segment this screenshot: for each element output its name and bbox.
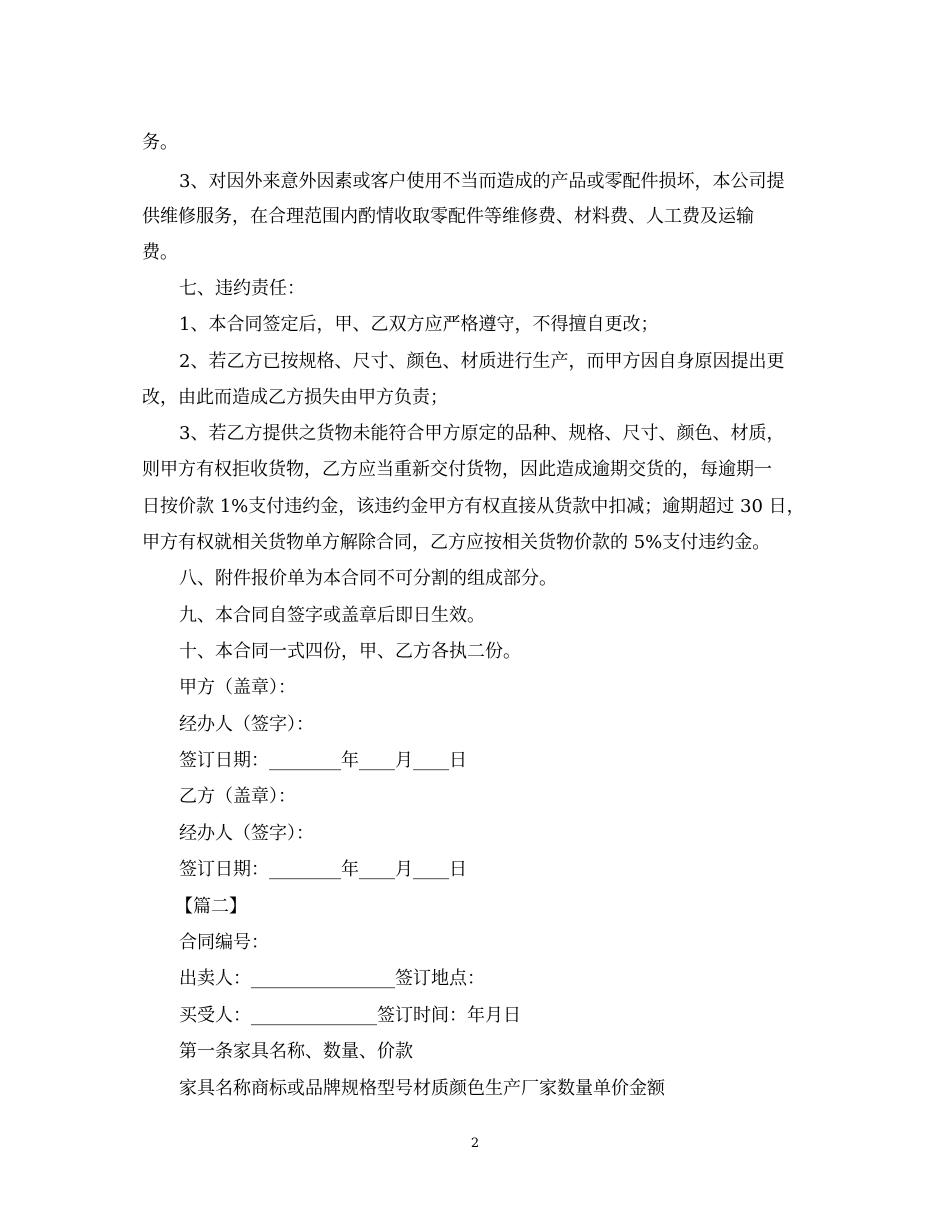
party-b-seal-label: 乙方（盖章）： (179, 786, 296, 807)
article-one-heading: 第一条家具名称、数量、价款 (179, 1041, 413, 1062)
text-line: 3、若乙方提供之货物未能符合甲方原定的品种、规格、尺寸、颜色、材质， (179, 423, 785, 444)
text-line: 供维修服务，在合理范围内酌情收取零配件等维修费、材料费、人工费及运输 (142, 206, 754, 227)
party-b-sign-date: 签订日期：________年____月____日 (179, 859, 467, 880)
page-number: 2 (470, 1136, 480, 1151)
party-a-sign-date: 签订日期：________年____月____日 (179, 750, 467, 771)
section-heading-breach-liability: 七、违约责任： (179, 278, 305, 299)
clause-effective: 九、本合同自签字或盖章后即日生效。 (179, 605, 485, 626)
text-line: 务。 (142, 132, 178, 153)
text-line: 费。 (142, 242, 178, 263)
buyer-line: 买受人：______________签订时间：年月日 (179, 1005, 521, 1026)
section-heading-part-two: 【篇二】 (175, 896, 247, 917)
text-line: 3、对因外来意外因素或客户使用不当而造成的产品或零配件损坏，本公司提 (179, 171, 785, 192)
seller-line: 出卖人：________________签订地点： (179, 968, 485, 989)
furniture-table-header: 家具名称商标或品牌规格型号材质颜色生产厂家数量单价金额 (179, 1078, 665, 1099)
text-line: 则甲方有权拒收货物，乙方应当重新交付货物，因此造成逾期交货的，每逾期一 (142, 459, 772, 480)
clause-attachment: 八、附件报价单为本合同不可分割的组成部分。 (179, 568, 557, 589)
contract-number-label: 合同编号： (179, 932, 269, 953)
party-b-agent-label: 经办人（签字）： (179, 823, 314, 844)
clause-copies: 十、本合同一式四份，甲、乙方各执二份。 (179, 641, 521, 662)
party-a-agent-label: 经办人（签字）： (179, 714, 314, 735)
party-a-seal-label: 甲方（盖章）： (179, 677, 296, 698)
text-line: 日按价款 1%支付违约金，该违约金甲方有权直接从货款中扣减；逾期超过 30 日， (142, 496, 805, 517)
text-line: 1、本合同签定后，甲、乙双方应严格遵守，不得擅自更改； (179, 314, 659, 335)
text-line: 甲方有权就相关货物单方解除合同，乙方应按相关货物价款的 5%支付违约金。 (142, 532, 771, 553)
text-line: 2、若乙方已按规格、尺寸、颜色、材质进行生产，而甲方因自身原因提出更 (179, 351, 785, 372)
text-line: 改，由此而造成乙方损失由甲方负责； (142, 387, 448, 408)
